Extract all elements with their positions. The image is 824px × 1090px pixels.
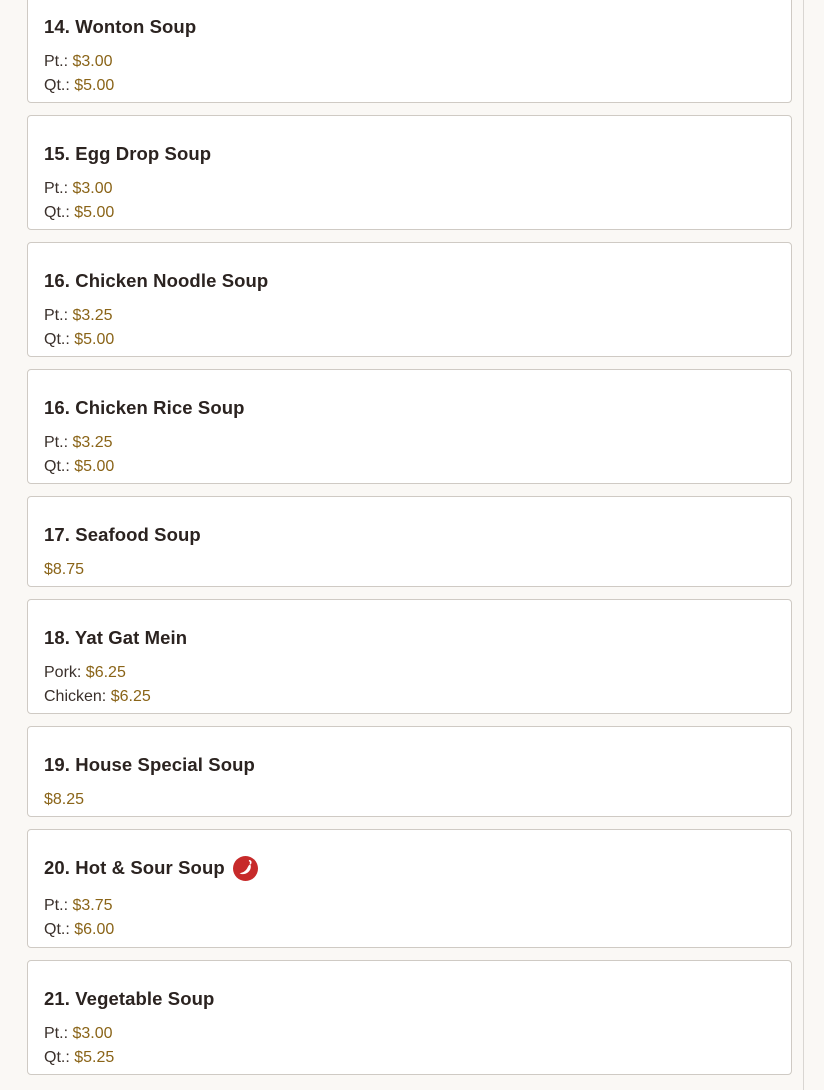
price-label: Qt.: xyxy=(44,921,70,938)
price-amount: $8.75 xyxy=(44,561,85,578)
item-name: 14. Wonton Soup xyxy=(44,16,197,37)
price-label: Qt.: xyxy=(44,458,70,475)
item-name: 19. House Special Soup xyxy=(44,754,255,775)
price-amount: $5.25 xyxy=(74,1049,115,1066)
price-option[interactable] xyxy=(44,1022,775,1046)
item-name: 20. Hot & Sour Soup xyxy=(44,857,225,878)
price-option[interactable] xyxy=(44,918,775,942)
price-option[interactable] xyxy=(44,661,775,685)
price-option[interactable] xyxy=(44,1046,775,1070)
item-name: 16. Chicken Rice Soup xyxy=(44,397,245,418)
price-option[interactable] xyxy=(44,50,775,74)
price-label: Pt.: xyxy=(44,53,69,70)
price-label: Chicken: xyxy=(44,688,107,705)
price-label: Pt.: xyxy=(44,1025,69,1042)
price-label: Pt.: xyxy=(44,434,69,451)
item-name: 21. Vegetable Soup xyxy=(44,988,215,1009)
price-amount: $3.00 xyxy=(72,1025,113,1042)
price-amount: $8.25 xyxy=(44,791,85,808)
menu-item-seafood-soup[interactable] xyxy=(27,496,792,587)
price-amount: $5.00 xyxy=(74,331,115,348)
menu-item-house-special-soup[interactable] xyxy=(27,726,792,817)
price-label: Pt.: xyxy=(44,307,69,324)
price-option[interactable] xyxy=(44,788,775,812)
price-label: Qt.: xyxy=(44,331,70,348)
item-name: 18. Yat Gat Mein xyxy=(44,627,188,648)
chili-pepper-icon xyxy=(233,856,258,881)
menu-item-vegetable-soup[interactable] xyxy=(27,960,792,1075)
price-option[interactable] xyxy=(44,685,775,709)
price-amount: $6.25 xyxy=(85,664,126,681)
price-label: Qt.: xyxy=(44,1049,70,1066)
item-name: 16. Chicken Noodle Soup xyxy=(44,270,269,291)
price-label: Qt.: xyxy=(44,77,70,94)
price-option[interactable] xyxy=(44,74,775,98)
price-option[interactable] xyxy=(44,431,775,455)
price-amount: $6.25 xyxy=(110,688,151,705)
menu-item-yat-gat-mein[interactable] xyxy=(27,599,792,714)
item-name: 15. Egg Drop Soup xyxy=(44,143,212,164)
price-amount: $3.75 xyxy=(72,897,113,914)
price-amount: $3.00 xyxy=(72,180,113,197)
price-amount: $6.00 xyxy=(74,921,115,938)
soup-menu-list xyxy=(27,0,792,1087)
menu-item-wonton-soup[interactable] xyxy=(27,0,792,103)
price-label: Pt.: xyxy=(44,180,69,197)
price-amount: $5.00 xyxy=(74,77,115,94)
price-label: Pt.: xyxy=(44,897,69,914)
menu-item-hot-sour-soup[interactable] xyxy=(27,829,792,948)
price-option[interactable] xyxy=(44,304,775,328)
price-amount: $3.25 xyxy=(72,307,113,324)
price-amount: $3.00 xyxy=(72,53,113,70)
price-option[interactable] xyxy=(44,558,775,582)
menu-item-chicken-rice-soup[interactable] xyxy=(27,369,792,484)
price-amount: $5.00 xyxy=(74,458,115,475)
price-option[interactable] xyxy=(44,328,775,352)
item-name: 17. Seafood Soup xyxy=(44,524,201,545)
price-amount: $5.00 xyxy=(74,204,115,221)
menu-item-egg-drop-soup[interactable] xyxy=(27,115,792,230)
price-option[interactable] xyxy=(44,455,775,479)
price-label: Qt.: xyxy=(44,204,70,221)
price-option[interactable] xyxy=(44,201,775,225)
menu-item-chicken-noodle-soup[interactable] xyxy=(27,242,792,357)
price-option[interactable] xyxy=(44,894,775,918)
price-option[interactable] xyxy=(44,177,775,201)
price-label: Pork: xyxy=(44,664,82,681)
price-amount: $3.25 xyxy=(72,434,113,451)
